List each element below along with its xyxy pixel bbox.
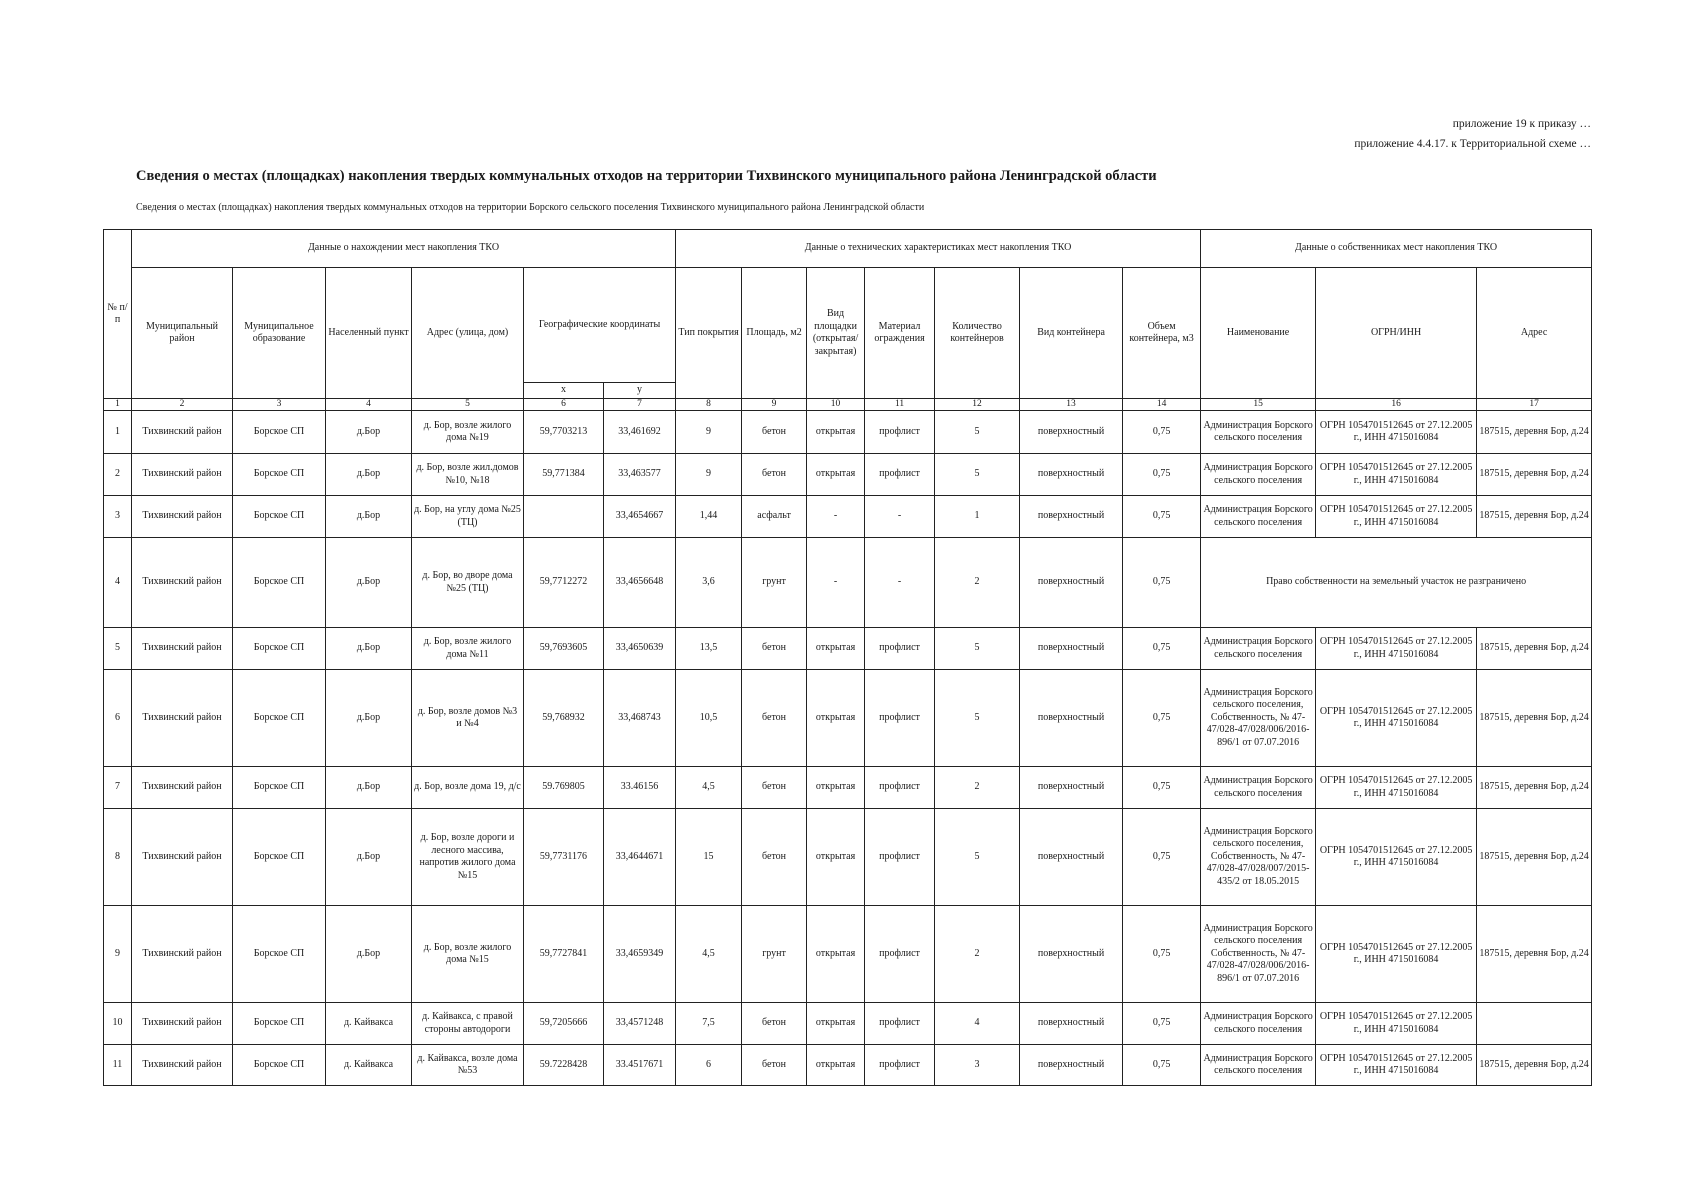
area-cell: грунт [742,538,807,628]
owner-address-cell: 187515, деревня Бор, д.24 [1477,1045,1592,1086]
container-count-cell: 4 [935,1003,1020,1045]
fence-cell: профлист [865,628,935,670]
ogrn-inn-cell: ОГРН 1054701512645 от 27.12.2005 г., ИНН 4715016084 [1316,809,1477,906]
ogrn-inn-cell: ОГРН 1054701512645 от 27.12.2005 г., ИНН 4715016084 [1316,1003,1477,1045]
container-volume-cell: 0,75 [1123,1045,1201,1086]
site-type-cell: открытая [807,1045,865,1086]
column-number: 6 [524,399,604,411]
district-cell: Тихвинский район [132,538,233,628]
settlement-cell: д.Бор [326,496,412,538]
container-type-cell: поверхностный [1020,538,1123,628]
settlement-cell: д.Бор [326,411,412,454]
settlement-cell: д. Кайвакса [326,1045,412,1086]
address-cell: д. Бор, возле жилого дома №19 [412,411,524,454]
row-number: 3 [104,496,132,538]
municipality-cell: Борское СП [233,767,326,809]
district-cell: Тихвинский район [132,809,233,906]
cover-cell: 9 [676,411,742,454]
cover-cell: 6 [676,1045,742,1086]
area-cell: бетон [742,628,807,670]
column-number: 5 [412,399,524,411]
owner-merged-cell: Право собственности на земельный участок не разграничено [1201,538,1592,628]
col-header-cover: Тип покрытия [676,268,742,399]
column-number: 11 [865,399,935,411]
coord-y-cell: 33,4659349 [604,906,676,1003]
row-number: 9 [104,906,132,1003]
area-cell: асфальт [742,496,807,538]
owner-name-cell: Администрация Борского сельского поселения, Собственность, № 47-47/028-47/028/006/2016-896/1 от 07.07.2016 [1201,670,1316,767]
col-header-count: Количество контейнеров [935,268,1020,399]
column-number: 16 [1316,399,1477,411]
cover-cell: 15 [676,809,742,906]
municipality-cell: Борское СП [233,454,326,496]
ogrn-inn-cell: ОГРН 1054701512645 от 27.12.2005 г., ИНН 4715016084 [1316,1045,1477,1086]
appendix-line-1: приложение 19 к приказу … [1452,118,1591,130]
col-header-num: № п/п [104,230,132,399]
container-volume-cell: 0,75 [1123,670,1201,767]
owner-address-cell: 187515, деревня Бор, д.24 [1477,411,1592,454]
column-number: 7 [604,399,676,411]
container-count-cell: 5 [935,809,1020,906]
container-type-cell: поверхностный [1020,496,1123,538]
settlement-cell: д. Кайвакса [326,1003,412,1045]
container-volume-cell: 0,75 [1123,411,1201,454]
district-cell: Тихвинский район [132,628,233,670]
fence-cell: профлист [865,411,935,454]
settlement-cell: д.Бор [326,454,412,496]
owner-address-cell: 187515, деревня Бор, д.24 [1477,454,1592,496]
owner-address-cell [1477,1003,1592,1045]
fence-cell: - [865,538,935,628]
address-cell: д. Бор, возле дома 19, д/с [412,767,524,809]
container-type-cell: поверхностный [1020,906,1123,1003]
table-row [104,1003,1592,1045]
site-type-cell: открытая [807,809,865,906]
coord-y-cell: 33.46156 [604,767,676,809]
column-number: 13 [1020,399,1123,411]
table-row [104,1045,1592,1086]
cover-cell: 4,5 [676,906,742,1003]
address-cell: д. Кайвакса, с правой стороны автодороги [412,1003,524,1045]
area-cell: грунт [742,906,807,1003]
row-number: 1 [104,411,132,454]
fence-cell: профлист [865,1045,935,1086]
group-header-technical: Данные о технических характеристиках мест накопления ТКО [676,230,1201,268]
site-type-cell: открытая [807,411,865,454]
column-number: 15 [1201,399,1316,411]
col-header-container-type: Вид контейнера [1020,268,1123,399]
document-subtitle: Сведения о местах (площадках) накопления твердых коммунальных отходов на территории Борского сельского поселения Тихвинского муниципального района Ленинградской области [136,202,925,213]
municipality-cell: Борское СП [233,411,326,454]
container-type-cell: поверхностный [1020,1003,1123,1045]
area-cell: бетон [742,411,807,454]
column-number: 3 [233,399,326,411]
col-header-volume: Объем контейнера, м3 [1123,268,1201,399]
coord-x-cell: 59,771384 [524,454,604,496]
coord-y-cell: 33,4650639 [604,628,676,670]
site-type-cell: открытая [807,906,865,1003]
container-count-cell: 2 [935,767,1020,809]
container-type-cell: поверхностный [1020,809,1123,906]
container-type-cell: поверхностный [1020,411,1123,454]
district-cell: Тихвинский район [132,1045,233,1086]
owner-name-cell: Администрация Борского сельского поселения [1201,1045,1316,1086]
row-number: 11 [104,1045,132,1086]
address-cell: д. Бор, возле домов №3 и №4 [412,670,524,767]
site-type-cell: - [807,496,865,538]
row-number: 4 [104,538,132,628]
district-cell: Тихвинский район [132,1003,233,1045]
district-cell: Тихвинский район [132,411,233,454]
col-header-settlement: Населенный пункт [326,268,412,399]
coord-y-cell: 33,4644671 [604,809,676,906]
municipality-cell: Борское СП [233,628,326,670]
owner-address-cell: 187515, деревня Бор, д.24 [1477,670,1592,767]
container-count-cell: 2 [935,906,1020,1003]
settlement-cell: д.Бор [326,670,412,767]
coord-x-cell: 59,7712272 [524,538,604,628]
cover-cell: 3,6 [676,538,742,628]
owner-name-cell: Администрация Борского сельского поселения, Собственность, № 47-47/028-47/028/007/2015-435/2 от 18.05.2015 [1201,809,1316,906]
address-cell: д. Бор, возле жил.домов №10, №18 [412,454,524,496]
fence-cell: - [865,496,935,538]
container-volume-cell: 0,75 [1123,628,1201,670]
table-row [104,767,1592,809]
district-cell: Тихвинский район [132,496,233,538]
document-title: Сведения о местах (площадках) накопления твердых коммунальных отходов на территории Тихвинского муниципального района Ленинградской области [136,168,1157,184]
col-header-area: Площадь, м2 [742,268,807,399]
container-volume-cell: 0,75 [1123,906,1201,1003]
owner-name-cell: Администрация Борского сельского поселения [1201,411,1316,454]
table-row [104,809,1592,906]
container-volume-cell: 0,75 [1123,809,1201,906]
coord-y-cell: 33,4571248 [604,1003,676,1045]
col-header-y: y [604,383,676,399]
fence-cell: профлист [865,809,935,906]
group-header-location: Данные о нахождении мест накопления ТКО [132,230,676,268]
owner-address-cell: 187515, деревня Бор, д.24 [1477,628,1592,670]
container-volume-cell: 0,75 [1123,538,1201,628]
site-type-cell: открытая [807,767,865,809]
fence-cell: профлист [865,670,935,767]
row-number: 10 [104,1003,132,1045]
col-header-site-type: Вид площадки (открытая/ закрытая) [807,268,865,399]
cover-cell: 7,5 [676,1003,742,1045]
ogrn-inn-cell: ОГРН 1054701512645 от 27.12.2005 г., ИНН 4715016084 [1316,767,1477,809]
coord-x-cell: 59,768932 [524,670,604,767]
municipality-cell: Борское СП [233,809,326,906]
cover-cell: 1,44 [676,496,742,538]
coord-y-cell: 33,463577 [604,454,676,496]
area-cell: бетон [742,767,807,809]
col-header-district: Муниципальный район [132,268,233,399]
coord-x-cell: 59.7228428 [524,1045,604,1086]
owner-name-cell: Администрация Борского сельского поселения [1201,767,1316,809]
municipality-cell: Борское СП [233,906,326,1003]
container-count-cell: 3 [935,1045,1020,1086]
cover-cell: 10,5 [676,670,742,767]
owner-name-cell: Администрация Борского сельского поселения [1201,628,1316,670]
container-volume-cell: 0,75 [1123,496,1201,538]
owner-address-cell: 187515, деревня Бор, д.24 [1477,809,1592,906]
container-count-cell: 5 [935,670,1020,767]
settlement-cell: д.Бор [326,809,412,906]
address-cell: д. Бор, на углу дома №25 (ТЦ) [412,496,524,538]
row-number: 2 [104,454,132,496]
area-cell: бетон [742,1045,807,1086]
column-number: 4 [326,399,412,411]
table-row [104,628,1592,670]
fence-cell: профлист [865,906,935,1003]
table-row [104,411,1592,454]
fence-cell: профлист [865,767,935,809]
column-number: 8 [676,399,742,411]
owner-name-cell: Администрация Борского сельского поселения [1201,454,1316,496]
site-type-cell: открытая [807,670,865,767]
coord-x-cell: 59,7205666 [524,1003,604,1045]
row-number: 5 [104,628,132,670]
column-number: 1 [104,399,132,411]
ogrn-inn-cell: ОГРН 1054701512645 от 27.12.2005 г., ИНН 4715016084 [1316,628,1477,670]
coord-x-cell: 59,7703213 [524,411,604,454]
area-cell: бетон [742,670,807,767]
ogrn-inn-cell: ОГРН 1054701512645 от 27.12.2005 г., ИНН 4715016084 [1316,906,1477,1003]
settlement-cell: д.Бор [326,538,412,628]
row-number: 6 [104,670,132,767]
col-header-fence: Материал ограждения [865,268,935,399]
ogrn-inn-cell: ОГРН 1054701512645 от 27.12.2005 г., ИНН 4715016084 [1316,411,1477,454]
municipality-cell: Борское СП [233,1045,326,1086]
district-cell: Тихвинский район [132,454,233,496]
coord-y-cell: 33,468743 [604,670,676,767]
row-number: 7 [104,767,132,809]
coord-y-cell: 33.4517671 [604,1045,676,1086]
cover-cell: 4,5 [676,767,742,809]
district-cell: Тихвинский район [132,906,233,1003]
container-volume-cell: 0,75 [1123,767,1201,809]
cover-cell: 9 [676,454,742,496]
coord-y-cell: 33,4654667 [604,496,676,538]
column-number: 17 [1477,399,1592,411]
owner-address-cell: 187515, деревня Бор, д.24 [1477,906,1592,1003]
municipality-cell: Борское СП [233,538,326,628]
address-cell: д. Бор, возле жилого дома №11 [412,628,524,670]
district-cell: Тихвинский район [132,767,233,809]
table-row [104,906,1592,1003]
column-number: 9 [742,399,807,411]
container-type-cell: поверхностный [1020,454,1123,496]
col-header-municipality: Муниципальное образование [233,268,326,399]
container-volume-cell: 0,75 [1123,1003,1201,1045]
address-cell: д. Бор, во дворе дома №25 (ТЦ) [412,538,524,628]
coord-x-cell: 59,7731176 [524,809,604,906]
site-type-cell: - [807,538,865,628]
ogrn-inn-cell: ОГРН 1054701512645 от 27.12.2005 г., ИНН 4715016084 [1316,670,1477,767]
column-number: 10 [807,399,865,411]
table-row [104,454,1592,496]
table-row [104,538,1592,628]
appendix-line-2: приложение 4.4.17. к Территориальной схеме … [1354,138,1591,150]
municipality-cell: Борское СП [233,1003,326,1045]
settlement-cell: д.Бор [326,628,412,670]
table-row [104,670,1592,767]
cover-cell: 13,5 [676,628,742,670]
container-type-cell: поверхностный [1020,767,1123,809]
district-cell: Тихвинский район [132,670,233,767]
column-number: 12 [935,399,1020,411]
ogrn-inn-cell: ОГРН 1054701512645 от 27.12.2005 г., ИНН 4715016084 [1316,454,1477,496]
site-type-cell: открытая [807,1003,865,1045]
coord-x-cell: 59.769805 [524,767,604,809]
container-count-cell: 2 [935,538,1020,628]
area-cell: бетон [742,809,807,906]
coord-x-cell: 59,7693605 [524,628,604,670]
area-cell: бетон [742,1003,807,1045]
owner-address-cell: 187515, деревня Бор, д.24 [1477,496,1592,538]
coord-y-cell: 33,4656648 [604,538,676,628]
owner-name-cell: Администрация Борского сельского поселения [1201,1003,1316,1045]
container-count-cell: 5 [935,628,1020,670]
coord-x-cell [524,496,604,538]
column-number: 2 [132,399,233,411]
municipality-cell: Борское СП [233,496,326,538]
owner-address-cell: 187515, деревня Бор, д.24 [1477,767,1592,809]
col-header-owner-address: Адрес [1477,268,1592,399]
fence-cell: профлист [865,454,935,496]
coord-y-cell: 33,461692 [604,411,676,454]
address-cell: д. Кайвакса, возле дома №53 [412,1045,524,1086]
settlement-cell: д.Бор [326,767,412,809]
container-count-cell: 1 [935,496,1020,538]
container-count-cell: 5 [935,411,1020,454]
col-header-x: x [524,383,604,399]
container-type-cell: поверхностный [1020,1045,1123,1086]
container-count-cell: 5 [935,454,1020,496]
area-cell: бетон [742,454,807,496]
row-number: 8 [104,809,132,906]
owner-name-cell: Администрация Борского сельского поселения [1201,496,1316,538]
col-header-ogrn: ОГРН/ИНН [1316,268,1477,399]
settlement-cell: д.Бор [326,906,412,1003]
group-header-owners: Данные о собственниках мест накопления ТКО [1201,230,1592,268]
owner-name-cell: Администрация Борского сельского поселения Собственность, № 47-47/028-47/028/006/2016-896/1 от 07.07.2016 [1201,906,1316,1003]
group-header-row [104,230,1592,268]
container-type-cell: поверхностный [1020,628,1123,670]
column-number: 14 [1123,399,1201,411]
col-header-owner-name: Наименование [1201,268,1316,399]
address-cell: д. Бор, возле дороги и лесного массива, напротив жилого дома №15 [412,809,524,906]
municipality-cell: Борское СП [233,670,326,767]
column-header-row [104,268,1592,383]
column-number-row [104,399,1592,411]
coord-x-cell: 59,7727841 [524,906,604,1003]
table-row [104,496,1592,538]
address-cell: д. Бор, возле жилого дома №15 [412,906,524,1003]
ogrn-inn-cell: ОГРН 1054701512645 от 27.12.2005 г., ИНН 4715016084 [1316,496,1477,538]
fence-cell: профлист [865,1003,935,1045]
col-header-address: Адрес (улица, дом) [412,268,524,399]
waste-sites-table [103,229,1592,1086]
container-type-cell: поверхностный [1020,670,1123,767]
site-type-cell: открытая [807,628,865,670]
container-volume-cell: 0,75 [1123,454,1201,496]
site-type-cell: открытая [807,454,865,496]
col-header-coords: Географические координаты [524,268,676,383]
